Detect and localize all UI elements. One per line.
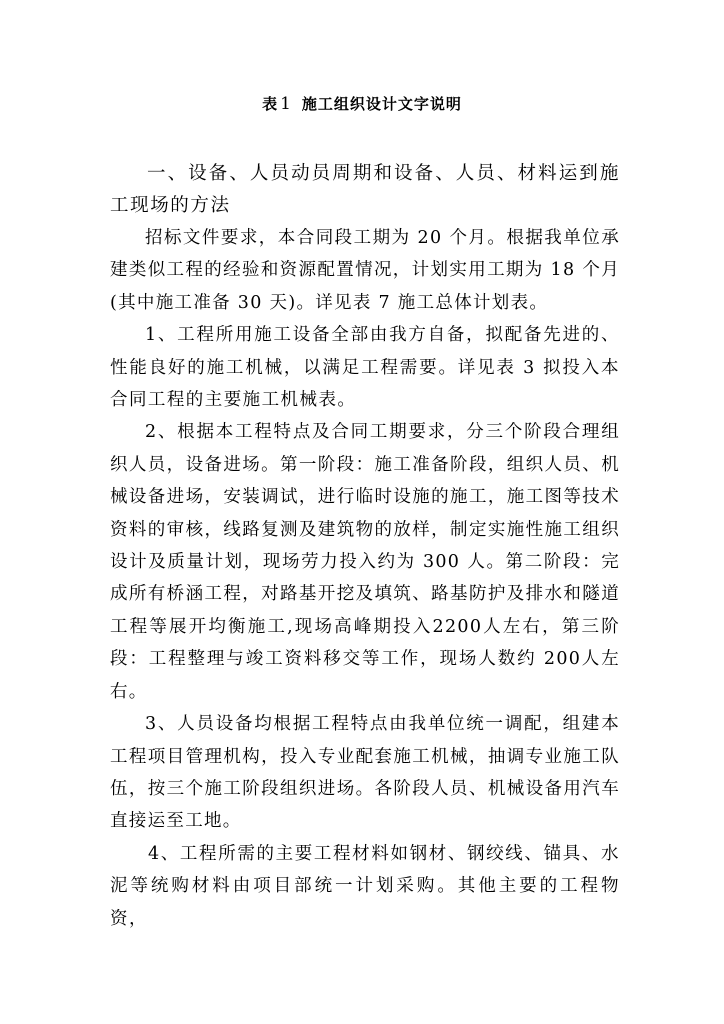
table-title-number: 1	[280, 94, 292, 114]
paragraph-intro: 招标文件要求，本合同段工期为 20 个月。根据我单位承建类似工程的经验和资源配置情况，计划实用工期为 18 个月(其中施工准备 30 天)。详见表 7 施工总体计划表。	[110, 228, 620, 313]
paragraph-item-1: 1、工程所用施工设备全部由我方自备，拟配备先进的、性能良好的施工机械，以满足工程需要。详见表 3 拟投入本合同工程的主要施工机械表。	[110, 325, 620, 411]
document-body	[110, 158, 620, 935]
table-title-prefix: 表	[262, 95, 279, 113]
table-title-text: 施工组织设计文字说明	[301, 95, 462, 113]
paragraph-item-4: 4、工程所需的主要工程材料如钢材、钢绞线、锚具、水泥等统购材料由项目部统一计划采购。其他主要的工程物资，	[110, 843, 620, 929]
section-heading: 一、设备、人员动员周期和设备、人员、材料运到施工现场的方法	[110, 163, 620, 216]
table-title	[0, 92, 724, 116]
paragraph-item-2: 2、根据本工程特点及合同工期要求，分三个阶段合理组织人员，设备进场。第一阶段：施工准备阶段，组织人员、机械设备进场，安装调试，进行临时设施的施工，施工图等技术资料的审核，线路复测及建筑物的放样，制定实施性施工组织设计及质量计划，现场劳力投入约为 300 人。第二阶段：完成所有桥涵工程，对路基开挖及填筑、路基防护及排水和隧道工程等展开均衡施工,现场高峰期投入2200人左右，第三阶段：工程整理与竣工资料移交等工作，现场人数约 200人左右。	[110, 422, 620, 702]
paragraph-item-3: 3、人员设备均根据工程特点由我单位统一调配，组建本工程项目管理机构，投入专业配套施工机械，抽调专业施工队伍，按三个施工阶段组织进场。各阶段人员、机械设备用汽车直接运至工地。	[110, 714, 620, 832]
